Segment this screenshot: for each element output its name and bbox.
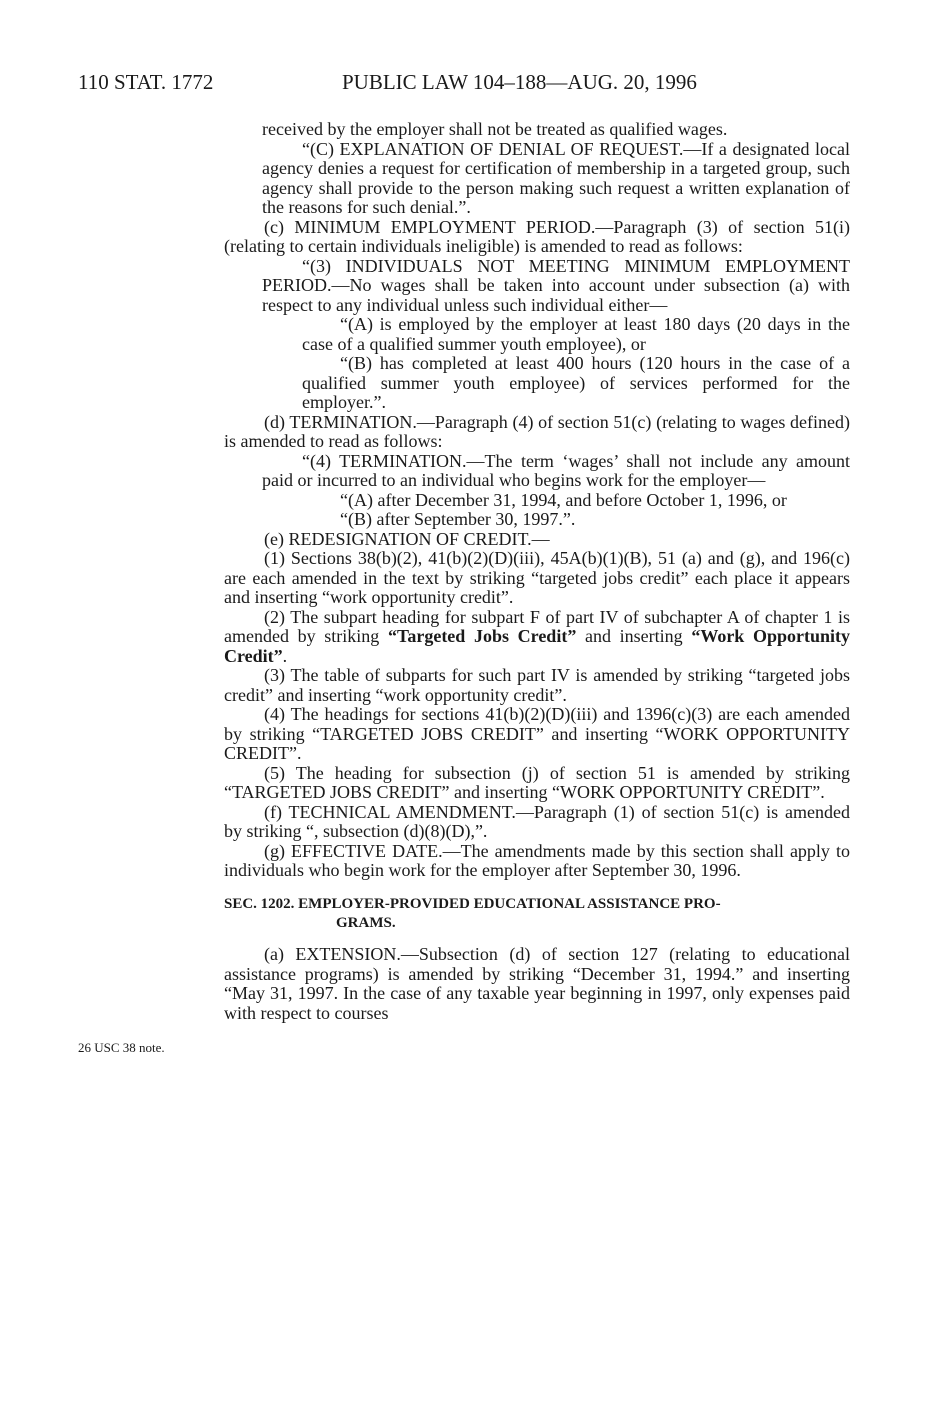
paragraph: [224, 608, 850, 667]
paragraph: (a) EXTENSION.—Subsection (d) of section 127 (relating to educational assistance programs) is amended by striking “December 31, 1994.” and inserting “May 31, 1997. In the case of any taxable year beginning in 1997, only expenses paid with respect to courses: [224, 944, 850, 1023]
paragraph: (1) Sections 38(b)(2), 41(b)(2)(D)(iii), 45A(b)(1)(B), 51 (a) and (g), and 196(c) are each amended in the text by striking “targeted jobs credit” each place it appears and inserting “work opportunity credit”.: [224, 548, 850, 607]
paragraph: “(A) after December 31, 1994, and before October 1, 1996, or: [340, 489, 787, 510]
bold-heading-old: “Targeted Jobs Credit”: [387, 626, 577, 646]
margin-note: 26 USC 38 note.: [78, 1040, 165, 1055]
section-heading-continued: GRAMS.: [336, 914, 396, 931]
paragraph: (f) TECHNICAL AMENDMENT.—Paragraph (1) of section 51(c) is amended by striking “, subsection (d)(8)(D),”.: [224, 801, 850, 841]
paragraph: “(B) after September 30, 1997.”.: [340, 509, 576, 529]
paragraph: “(A) is employed by the employer at least 180 days (20 days in the case of a qualified summer youth employee), or: [302, 314, 850, 354]
text-run: (2) The subpart heading for subpart F of part IV of subchapter A of chapter 1 is amended by striking: [224, 606, 850, 646]
paragraph: “(C) EXPLANATION OF DENIAL OF REQUEST.—If a designated local agency denies a request for certification of membership in a targeted group, such agency shall provide to the person making such request a written explanation of the reasons for such denial.”.: [262, 138, 850, 217]
paragraph: (g) EFFECTIVE DATE.—The amendments made by this section shall apply to individuals who begin work for the employer after September 30, 1996.: [224, 840, 850, 880]
paragraph: (d) TERMINATION.—Paragraph (4) of section 51(c) (relating to wages defined) is amended to read as follows:: [224, 411, 850, 451]
paragraph: (e) REDESIGNATION OF CREDIT.—: [264, 528, 550, 549]
text-run: and inserting: [576, 626, 692, 646]
paragraph: “(3) INDIVIDUALS NOT MEETING MINIMUM EMPLOYMENT PERIOD.—No wages shall be taken into account under subsection (a) with respect to any individual unless such individual either—: [262, 255, 850, 315]
section-heading: SEC. 1202. EMPLOYER-PROVIDED EDUCATIONAL ASSISTANCE PRO-: [224, 895, 721, 912]
paragraph: (c) MINIMUM EMPLOYMENT PERIOD.—Paragraph (3) of section 51(i) (relating to certain individuals ineligible) is amended to read as follows:: [224, 216, 850, 256]
paragraph: “(4) TERMINATION.—The term ‘wages’ shall not include any amount paid or incurred to an individual who begins work for the employer—: [262, 450, 850, 490]
running-title: PUBLIC LAW 104–188—AUG. 20, 1996: [342, 70, 697, 94]
stat-page-number: 110 STAT. 1772: [78, 70, 214, 94]
text-run: .: [282, 645, 288, 666]
document-body: [224, 120, 850, 1023]
page-header: [78, 70, 878, 98]
bold-heading-new: “Work Opportunity Credit”: [224, 626, 851, 666]
paragraph: (3) The table of subparts for such part IV is amended by striking “targeted jobs credit” and inserting “work opportunity credit”.: [224, 665, 850, 705]
paragraph: (5) The heading for subsection (j) of section 51 is amended by striking “TARGETED JOBS CREDIT” and inserting “WORK OPPORTUNITY CREDIT”.: [224, 762, 850, 802]
paragraph: (4) The headings for sections 41(b)(2)(D)(iii) and 1396(c)(3) are each amended by striking “TARGETED JOBS CREDIT” and inserting “WORK OPPORTUNITY CREDIT”.: [224, 704, 850, 763]
paragraph: “(B) has completed at least 400 hours (120 hours in the case of a qualified summer youth employee) of services performed for the employer.”.: [302, 353, 850, 412]
paragraph: received by the employer shall not be treated as qualified wages.: [262, 119, 728, 139]
